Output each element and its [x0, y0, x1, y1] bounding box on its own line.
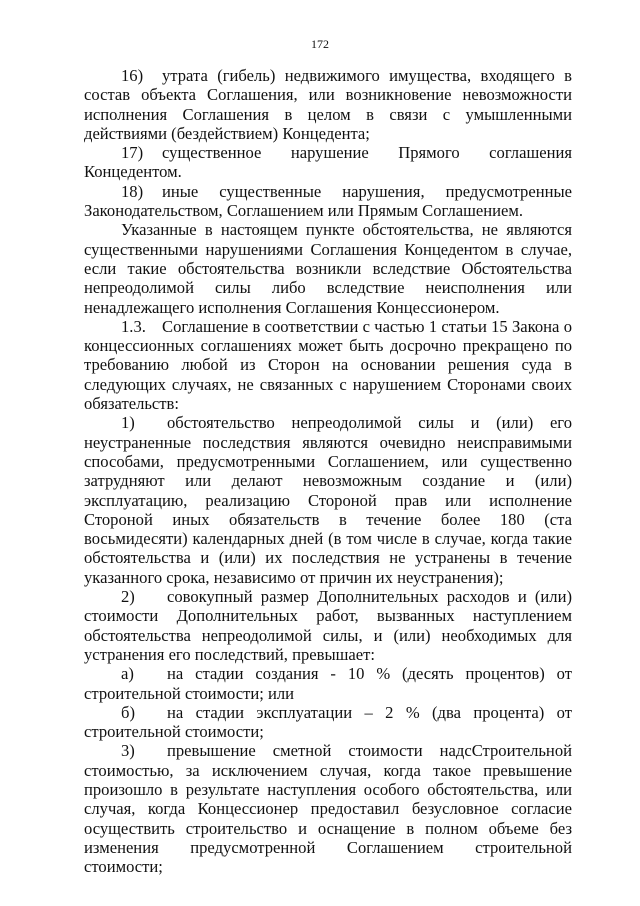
item-number: 3): [121, 741, 135, 761]
paragraph-text: совокупный размер Дополнительных расходов и (или) стоимости Дополнительных работ, вызванных наступлением обстоятельства непреодолимой силы, и (или) необходимых для устранения его последствий, превышает:: [84, 587, 572, 664]
paragraph-item-1: [84, 413, 572, 587]
paragraph-item-18: [84, 182, 572, 221]
paragraph-text: обстоятельство непреодолимой силы и (или) его неустраненные последствия являются очевидно неисправимыми способами, предусмотренными Соглашением, или существенно затрудняют или делают невозможным создание и (или) эксплуатацию, реализацию Стороной прав или исполнение Стороной иных обязательств в течение более 180 (ста восьмидесяти) календарных дней (в том числе в случае, когда такие обстоятельства и (или) их последствия не устранены в течение указанного срока, независимо от причин их неустранения);: [84, 413, 572, 587]
paragraph-text: на стадии создания - 10 % (десять процентов) от строительной стоимости; или: [84, 664, 572, 703]
paragraph-item-3: [84, 741, 572, 876]
paragraph-text: на стадии эксплуатации – 2 % (два процента) от строительной стоимости;: [84, 702, 572, 742]
paragraph-item-b: [84, 703, 572, 742]
paragraph-item-2: [84, 587, 572, 664]
paragraph-text: существенное нарушение Прямого соглашения Концедентом.: [84, 143, 572, 182]
item-number: 16): [121, 66, 144, 85]
paragraph-text: Указанные в настоящем пункте обстоятельства, не являются существенными нарушениями Соглашения Концедентом в случае, если такие обстоятельства возникли вследствие Обстоятельства непреодолимой силы либо вследствие неисполнения или ненадлежащего исполнения Соглашения Концессионером.: [84, 220, 572, 317]
paragraph-text: Соглашение в соответствии с частью 1 статьи 15 Закона о концессионных соглашениях может быть досрочно прекращено по требованию любой из Сторон на основании решения суда в следующих случаях, не связанных с нарушением Сторонами своих обязательств:: [84, 316, 572, 414]
paragraph-text: иные существенные нарушения, предусмотренные Законодательством, Соглашением или Прямым Соглашением.: [84, 181, 572, 221]
paragraph-text: утрата (гибель) недвижимого имущества, входящего в состав объекта Соглашения, или возникновение невозможности исполнения Соглашения в целом в связи с умышленными действиями (бездействием) Концедента;: [84, 66, 572, 143]
item-number: 17): [121, 143, 144, 163]
page-number: 172: [311, 37, 329, 51]
paragraph-clause-1-3: [84, 317, 572, 413]
paragraph-note: [84, 220, 572, 316]
item-number: 1.3.: [121, 316, 146, 336]
item-number: 18): [121, 181, 144, 201]
paragraph-text: превышение сметной стоимости надсСтроительной стоимостью, за исключением случая, когда такое превышение произошло в результате наступления особого обстоятельства, или случая, когда Концессионер предоставил безусловное согласие осуществить строительство и оснащение в полном объеме без изменения предусмотренной Соглашением строительной стоимости;: [84, 741, 572, 877]
paragraph-item-17: [84, 143, 572, 182]
paragraph-item-16: [84, 66, 572, 143]
item-number: б): [121, 702, 135, 722]
item-number: а): [121, 664, 134, 684]
document-body: [84, 66, 572, 876]
item-number: 1): [121, 413, 135, 433]
item-number: 2): [121, 587, 135, 607]
paragraph-item-a: [84, 664, 572, 703]
